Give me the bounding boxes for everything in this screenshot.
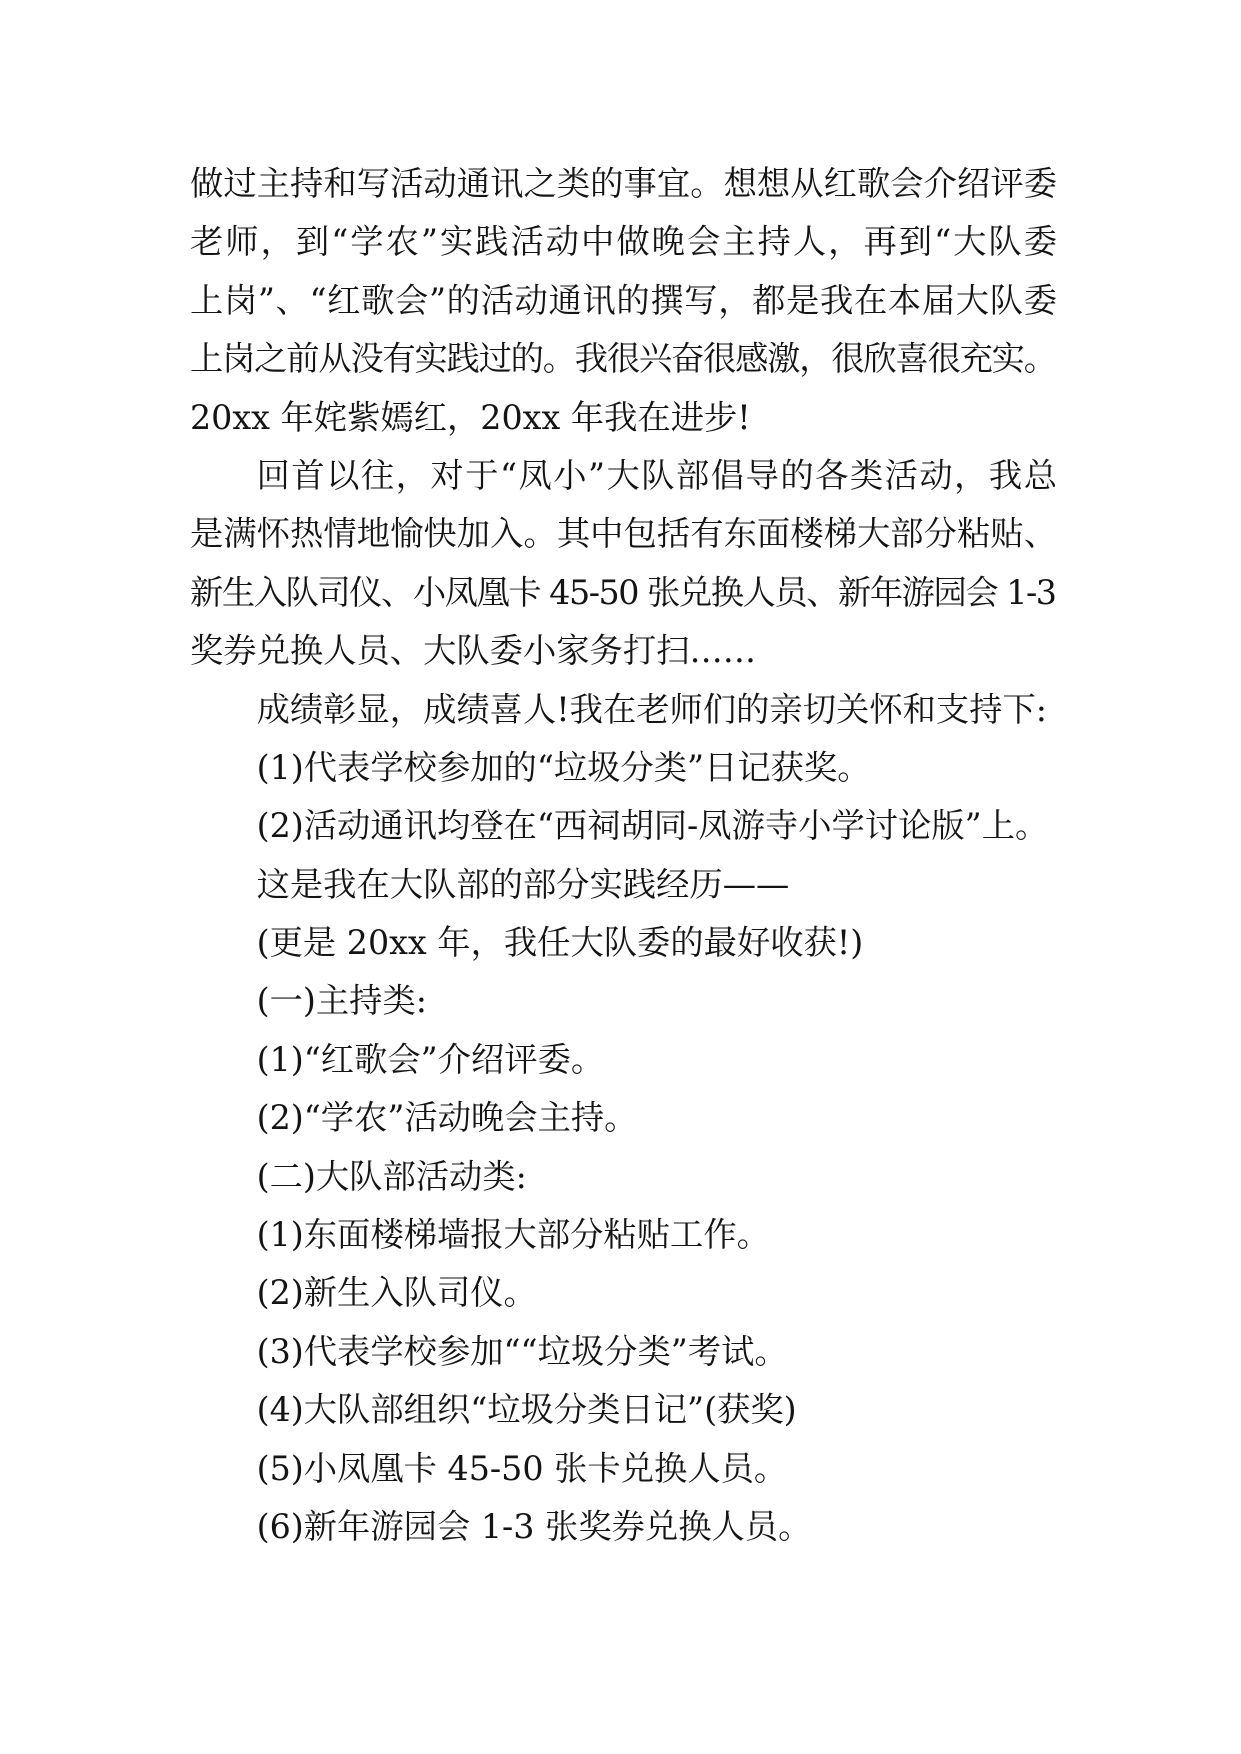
list-item: [190, 1323, 1057, 1381]
paragraph: [190, 914, 1057, 972]
text-line: (3)代表学校参加““垃圾分类”考试。: [256, 1331, 788, 1371]
list-item: [190, 1264, 1057, 1322]
text-line: (5)小凤凰卡 45-50 张卡兑换人员。: [256, 1448, 788, 1488]
list-item: [190, 1498, 1057, 1556]
list-item: [190, 797, 1057, 855]
paragraph: [190, 856, 1057, 914]
paragraph: [190, 681, 1057, 739]
text-line: 老师，到“学农”实践活动中做晚会主持人，再到“大队委: [190, 222, 1059, 262]
section-heading: [190, 1148, 1057, 1206]
paragraph: [190, 155, 1057, 447]
list-item: [190, 1440, 1057, 1498]
section-heading: [190, 972, 1057, 1030]
text-line: (二)大队部活动类:: [256, 1156, 527, 1196]
text-line: 20xx 年姹紫嫣红，20xx 年我在进步!: [190, 397, 751, 437]
list-item: [190, 1031, 1057, 1089]
text-line: 奖券兑换人员、大队委小家务打扫……: [190, 631, 757, 671]
list-item: [190, 1089, 1057, 1147]
text-line: (一)主持类:: [256, 981, 427, 1021]
text-line: (4)大队部组织“垃圾分类日记”(获奖): [256, 1390, 797, 1430]
list-item: [190, 739, 1057, 797]
list-item: [190, 1381, 1057, 1439]
text-line: 新生入队司仪、小凤凰卡 45-50 张兑换人员、新年游园会 1-3: [190, 572, 1056, 612]
text-line: 这是我在大队部的部分实践经历——: [256, 864, 790, 904]
text-line: (更是 20xx 年，我任大队委的最好收获!): [256, 923, 864, 963]
paragraph: [190, 447, 1057, 681]
text-line: 做过主持和写活动通讯之类的事宜。想想从红歌会介绍评委: [190, 164, 1058, 203]
text-line: 成绩彰显，成绩喜人!我在老师们的亲切关怀和支持下:: [256, 689, 1048, 729]
document-body: [190, 155, 1057, 1556]
text-line: (1)东面楼梯墙报大部分粘贴工作。: [256, 1215, 770, 1255]
text-line: 上岗之前从没有实践过的。我很兴奋很感激，很欣喜很充实。: [190, 339, 1056, 379]
text-line: 上岗”、“红歌会”的活动通讯的撰写，都是我在本届大队委: [190, 280, 1058, 320]
list-item: [190, 1206, 1057, 1264]
text-line: (6)新年游园会 1-3 张奖券兑换人员。: [256, 1506, 812, 1546]
text-line: (1)“红歌会”介绍评委。: [256, 1039, 605, 1079]
text-line: (2)活动通讯均登在“西祠胡同-凤游寺小学讨论版”上。: [256, 806, 1049, 846]
text-line: (1)代表学校参加的“垃圾分类”日记获奖。: [256, 747, 871, 787]
text-line: 是满怀热情地愉快加入。其中包括有东面楼梯大部分粘贴、: [190, 514, 1058, 554]
text-line: (2)新生入队司仪。: [256, 1273, 537, 1313]
text-line: (2)“学农”活动晚会主持。: [256, 1098, 638, 1138]
text-line: 回首以往，对于“凤小”大队部倡导的各类活动，我总: [256, 455, 1059, 495]
